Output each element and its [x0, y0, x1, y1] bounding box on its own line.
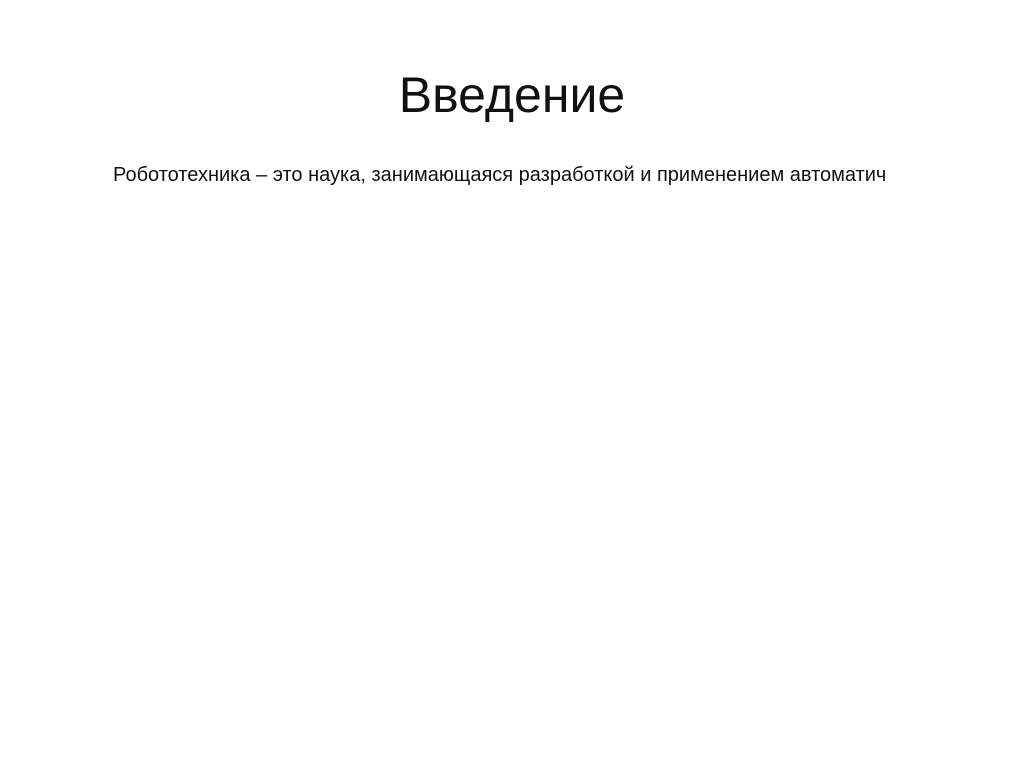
slide-title: Введение	[398, 67, 626, 123]
slide-body-text: Робототехника – это наука, занимающаяся разработкой и применением автоматич	[113, 164, 887, 186]
